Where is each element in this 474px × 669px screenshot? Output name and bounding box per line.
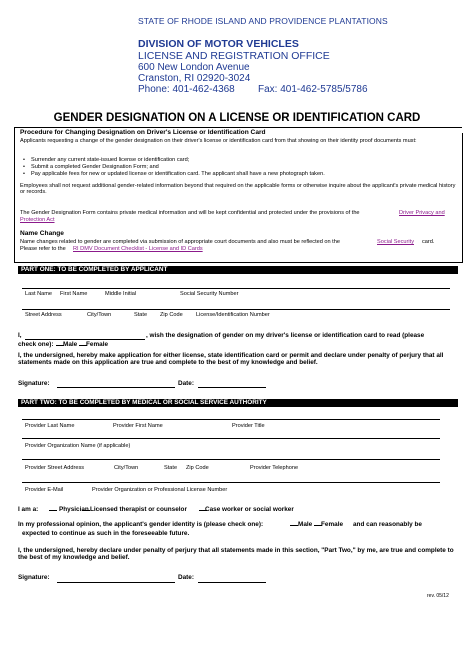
provider-signature-label: Signature: [18, 574, 50, 581]
provider-male-checkbox[interactable] [290, 521, 298, 526]
office-city: Cranston, RI 02920-3024 [138, 73, 251, 84]
applicant-name-line[interactable] [25, 339, 145, 340]
part-two-header: PART TWO: TO BE COMPLETED BY MEDICAL OR SOCIAL SERVICE AUTHORITY [18, 399, 458, 407]
bullet-3: Pay applicable fees for new or updated license or identification card. The applicant shall have a new photograph taken. [31, 171, 325, 177]
applicant-date-line[interactable] [198, 387, 266, 388]
provider-license-label: Provider Organization or Professional License Number [92, 487, 228, 493]
procedure-intro: Applicants requesting a change of the gender designation on their driver's license or identification card from that showing on their identity proof documents must: [20, 138, 417, 144]
provider-address-line[interactable] [22, 459, 440, 460]
applicant-signature-label: Signature: [18, 380, 50, 387]
revision-date: rev. 05/12 [427, 593, 449, 599]
office-address: 600 New London Avenue [138, 62, 250, 73]
state-label: State [134, 312, 148, 318]
dmv-checklist-link[interactable]: RI DMV Document Checklist - License and ID Cards [73, 246, 203, 252]
part-one-header: PART ONE: TO BE COMPLETED BY APPLICANT [18, 266, 458, 274]
wish-statement: , wish the designation of gender on my driver's license or identification card to read (please [146, 332, 425, 339]
name-change-heading: Name Change [20, 230, 64, 237]
refer-note: Please refer to the [20, 246, 66, 252]
provider-phone-label: Provider Telephone [250, 465, 299, 471]
city-label: City/Town [87, 312, 112, 318]
applicant-date-label: Date: [178, 380, 194, 387]
state-name: STATE OF RHODE ISLAND AND PROVIDENCE PLANTATIONS [138, 16, 388, 26]
provider-date-label: Date: [178, 574, 194, 581]
name-line[interactable] [22, 288, 450, 289]
wish-prefix: I, [18, 332, 22, 339]
ssn-label: Social Security Number [180, 291, 239, 297]
zip-label: Zip Code [160, 312, 183, 318]
opinion-continuation: and can reasonably be [353, 521, 422, 528]
provider-email-line[interactable] [22, 482, 440, 483]
street-address-label: Street Address [25, 312, 62, 318]
female-label: Female [86, 341, 109, 348]
therapist-checkbox[interactable] [82, 506, 90, 511]
provider-signature-line[interactable] [57, 582, 175, 583]
bullet-dot: • [23, 157, 25, 163]
provider-name-line[interactable] [22, 419, 440, 420]
provider-email-label: Provider E-Mail [25, 487, 64, 493]
procedure-heading: Procedure for Changing Designation on Driver's License or Identification Card [20, 129, 266, 136]
office-phone: Phone: 401-462-4368 [138, 84, 235, 95]
provider-last-name-label: Provider Last Name [25, 423, 75, 429]
provider-state-label: State [164, 465, 178, 471]
middle-initial-label: Middle Initial [105, 291, 137, 297]
division-name: DIVISION OF MOTOR VEHICLES [138, 38, 299, 50]
provider-org-line[interactable] [22, 438, 440, 439]
provider-date-line[interactable] [198, 582, 266, 583]
male-label: Male [63, 341, 78, 348]
bullet-1: Surrender any current state-issued license or identification card; [31, 157, 190, 163]
provider-zip-label: Zip Code [186, 465, 209, 471]
office-fax: Fax: 401-462-5785/5786 [258, 84, 368, 95]
provider-title-label: Provider Title [232, 423, 265, 429]
physician-checkbox[interactable] [49, 506, 57, 511]
procedure-box-bottom-border [14, 262, 463, 263]
therapist-label: Licensed therapist or counselor [90, 506, 187, 513]
bullet-dot: • [23, 171, 25, 177]
provider-male-label: Male [298, 521, 313, 528]
provider-first-name-label: Provider First Name [113, 423, 163, 429]
provider-street-label: Provider Street Address [25, 465, 85, 471]
applicant-signature-line[interactable] [57, 387, 175, 388]
provider-declaration: I, the undersigned, hereby declare under penalty of perjury that all statements made in this section, "Part Two," by me, are true and complete to the best of my knowledge and belief. [18, 547, 454, 562]
bullet-dot: • [23, 164, 25, 170]
provider-city-label: City/Town [114, 465, 139, 471]
name-change-note: Name changes related to gender are completed via submission of appropriate court documents and also must be reflected on the [20, 239, 340, 245]
provider-female-label: Female [321, 521, 344, 528]
caseworker-label: Case worker or social worker [205, 506, 294, 513]
office-name: LICENSE AND REGISTRATION OFFICE [138, 50, 330, 62]
last-name-label: Last Name [25, 291, 53, 297]
license-number-label: License/Identification Number [196, 312, 270, 318]
name-change-post: card. [422, 239, 435, 245]
protection-act-link[interactable]: Protection Act [20, 217, 55, 223]
social-security-link[interactable]: Social Security [377, 239, 414, 245]
applicant-declaration: I, the undersigned, hereby make application for either license, state identification card or permit and declare under penalty of perjury that all statements made on this application are true and complete to the best of my knowledge and belief. [18, 352, 444, 367]
form-title: GENDER DESIGNATION ON A LICENSE OR IDENTIFICATION CARD [53, 112, 421, 124]
procedure-box-right-border [462, 133, 463, 263]
professional-opinion: In my professional opinion, the applicant's gender identity is (please check one): [18, 521, 264, 528]
i-am-label: I am a: [18, 506, 39, 513]
address-line[interactable] [22, 309, 450, 310]
privacy-note: The Gender Designation Form contains private medical information and will be kept confidential and protected under the provisions of the [20, 210, 360, 216]
provider-org-label: Provider Organization Name (if applicable) [25, 443, 131, 449]
employees-note: Employees shall not request additional gender-related information beyond that required on the applicable forms or otherwise inquire about the applicant's private medical history or records. [20, 183, 456, 196]
first-name-label: First Name [60, 291, 88, 297]
bullet-2: Submit a completed Gender Designation Form; and [31, 164, 159, 170]
foreseeable-future-text: expected to continue as such in the foreseeable future. [22, 530, 190, 537]
physician-label: Physician [59, 506, 89, 513]
check-one-label: check one): [18, 341, 54, 348]
driver-privacy-link[interactable]: Driver Privacy and [399, 210, 445, 216]
